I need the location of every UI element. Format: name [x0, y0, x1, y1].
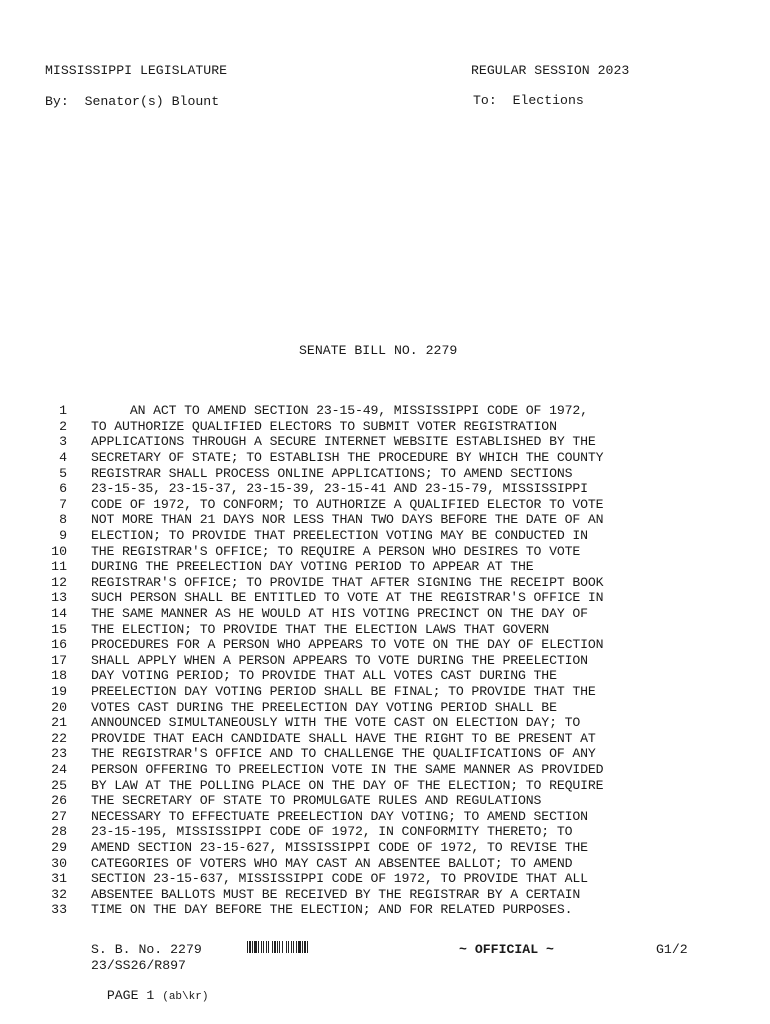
body-line	[48, 465, 603, 481]
body-line	[48, 497, 603, 513]
barcode-bar	[307, 941, 308, 953]
line-number: 12	[51, 574, 67, 590]
body-line	[48, 684, 603, 700]
body-line	[48, 730, 603, 746]
body-line	[48, 528, 603, 544]
line-text: THE REGISTRAR'S OFFICE AND TO CHALLENGE THE QUALIFICATIONS OF ANY	[91, 746, 596, 762]
line-text: PROVIDE THAT EACH CANDIDATE SHALL HAVE THE RIGHT TO BE PRESENT AT	[91, 730, 596, 746]
line-text: VOTES CAST DURING THE PREELECTION DAY VOTING PERIOD SHALL BE	[91, 699, 557, 715]
header-committee: To: Elections	[473, 93, 584, 108]
line-number: 22	[51, 730, 67, 746]
line-text: SECRETARY OF STATE; TO ESTABLISH THE PROCEDURE BY WHICH THE COUNTY	[91, 450, 604, 466]
line-text: TIME ON THE DAY BEFORE THE ELECTION; AND FOR RELATED PURPOSES.	[91, 902, 573, 918]
line-text: THE SECRETARY OF STATE TO PROMULGATE RULES AND REGULATIONS	[91, 793, 542, 809]
line-text: AMEND SECTION 23-15-627, MISSISSIPPI CODE OF 1972, TO REVISE THE	[91, 839, 588, 855]
line-number: 30	[51, 855, 67, 871]
line-text: CODE OF 1972, TO CONFORM; TO AUTHORIZE A QUALIFIED ELECTOR TO VOTE	[91, 496, 604, 512]
body-line	[48, 403, 603, 419]
body-line	[48, 886, 603, 902]
line-number: 4	[59, 450, 67, 466]
line-text: TO AUTHORIZE QUALIFIED ELECTORS TO SUBMIT VOTER REGISTRATION	[91, 418, 557, 434]
body-line	[48, 575, 603, 591]
body-line	[48, 481, 603, 497]
line-text: SHALL APPLY WHEN A PERSON APPEARS TO VOTE DURING THE PREELECTION	[91, 652, 588, 668]
line-number: 26	[51, 793, 67, 809]
line-number: 13	[51, 590, 67, 606]
line-text: REGISTRAR'S OFFICE; TO PROVIDE THAT AFTER SIGNING THE RECEIPT BOOK	[91, 574, 604, 590]
line-text: PREELECTION DAY VOTING PERIOD SHALL BE FINAL; TO PROVIDE THAT THE	[91, 683, 596, 699]
body-line	[48, 543, 603, 559]
body-line	[48, 606, 603, 622]
line-text: THE REGISTRAR'S OFFICE; TO REQUIRE A PERSON WHO DESIRES TO VOTE	[91, 543, 581, 559]
line-number: 20	[51, 699, 67, 715]
line-number: 10	[51, 543, 67, 559]
line-text: APPLICATIONS THROUGH A SECURE INTERNET WEBSITE ESTABLISHED BY THE	[91, 434, 596, 450]
body-line	[48, 871, 603, 887]
line-number: 18	[51, 668, 67, 684]
line-number: 9	[59, 528, 67, 544]
header-sponsor: By: Senator(s) Blount	[45, 94, 220, 109]
line-number: 8	[59, 512, 67, 528]
line-number: 16	[51, 637, 67, 653]
header-session: REGULAR SESSION 2023	[471, 63, 630, 78]
header-legislature: MISSISSIPPI LEGISLATURE	[45, 63, 228, 78]
line-text: NECESSARY TO EFFECTUATE PREELECTION DAY VOTING; TO AMEND SECTION	[91, 808, 588, 824]
line-number: 24	[51, 761, 67, 777]
line-text: ELECTION; TO PROVIDE THAT PREELECTION VOTING MAY BE CONDUCTED IN	[91, 528, 588, 544]
body-line	[48, 653, 603, 669]
line-number: 33	[51, 902, 67, 918]
footer-code: 23/SS26/R897	[91, 958, 186, 973]
line-number: 23	[51, 746, 67, 762]
body-line	[48, 637, 603, 653]
line-number: 7	[59, 496, 67, 512]
bill-title: SENATE BILL NO. 2279	[299, 343, 458, 358]
body-line	[48, 793, 603, 809]
line-text: AN ACT TO AMEND SECTION 23-15-49, MISSISSIPPI CODE OF 1972,	[91, 403, 588, 419]
footer-page-code: G1/2	[656, 942, 688, 957]
footer-initials: (ab\kr)	[162, 991, 209, 1003]
body-line	[48, 808, 603, 824]
body-line	[48, 746, 603, 762]
line-number: 15	[51, 621, 67, 637]
line-text: THE ELECTION; TO PROVIDE THAT THE ELECTION LAWS THAT GOVERN	[91, 621, 550, 637]
line-text: PERSON OFFERING TO PREELECTION VOTE IN THE SAME MANNER AS PROVIDED	[91, 761, 604, 777]
body-line	[48, 450, 603, 466]
line-number: 29	[51, 839, 67, 855]
line-number: 19	[51, 683, 67, 699]
footer-page	[91, 973, 208, 1005]
line-text: 23-15-35, 23-15-37, 23-15-39, 23-15-41 AND 23-15-79, MISSISSIPPI	[91, 481, 588, 497]
body-line	[48, 762, 603, 778]
line-text: SECTION 23-15-637, MISSISSIPPI CODE OF 1972, TO PROVIDE THAT ALL	[91, 871, 588, 887]
line-number: 28	[51, 824, 67, 840]
line-text: CATEGORIES OF VOTERS WHO MAY CAST AN ABSENTEE BALLOT; TO AMEND	[91, 855, 573, 871]
bill-body	[48, 403, 603, 918]
line-number: 3	[59, 434, 67, 450]
body-line	[48, 621, 603, 637]
body-line	[48, 699, 603, 715]
barcode	[247, 941, 357, 953]
line-number: 1	[59, 403, 67, 419]
line-number: 2	[59, 418, 67, 434]
line-number: 31	[51, 871, 67, 887]
official-label: ~ OFFICIAL ~	[459, 942, 554, 957]
body-line	[48, 668, 603, 684]
line-number: 14	[51, 606, 67, 622]
body-line	[48, 590, 603, 606]
body-line	[48, 824, 603, 840]
body-line	[48, 434, 603, 450]
body-line	[48, 855, 603, 871]
body-line	[48, 902, 603, 918]
line-number: 25	[51, 777, 67, 793]
line-text: DAY VOTING PERIOD; TO PROVIDE THAT ALL VOTES CAST DURING THE	[91, 668, 557, 684]
body-line	[48, 512, 603, 528]
footer-page-number: PAGE 1	[106, 988, 155, 1003]
line-text: PROCEDURES FOR A PERSON WHO APPEARS TO VOTE ON THE DAY OF ELECTION	[91, 637, 604, 653]
body-line	[48, 419, 603, 435]
body-line	[48, 559, 603, 575]
line-number: 11	[51, 559, 67, 575]
body-line	[48, 840, 603, 856]
line-number: 32	[51, 886, 67, 902]
line-number: 21	[51, 715, 67, 731]
line-text: DURING THE PREELECTION DAY VOTING PERIOD TO APPEAR AT THE	[91, 559, 534, 575]
footer-bill-number: S. B. No. 2279	[91, 942, 202, 957]
body-line	[48, 715, 603, 731]
line-text: 23-15-195, MISSISSIPPI CODE OF 1972, IN CONFORMITY THERETO; TO	[91, 824, 573, 840]
line-text: ABSENTEE BALLOTS MUST BE RECEIVED BY THE REGISTRAR BY A CERTAIN	[91, 886, 581, 902]
line-text: NOT MORE THAN 21 DAYS NOR LESS THAN TWO DAYS BEFORE THE DATE OF AN	[91, 512, 604, 528]
line-text: ANNOUNCED SIMULTANEOUSLY WITH THE VOTE CAST ON ELECTION DAY; TO	[91, 715, 581, 731]
line-text: BY LAW AT THE POLLING PLACE ON THE DAY OF THE ELECTION; TO REQUIRE	[91, 777, 604, 793]
line-text: THE SAME MANNER AS HE WOULD AT HIS VOTING PRECINCT ON THE DAY OF	[91, 606, 588, 622]
line-number: 6	[59, 481, 67, 497]
line-text: SUCH PERSON SHALL BE ENTITLED TO VOTE AT THE REGISTRAR'S OFFICE IN	[91, 590, 604, 606]
line-text: REGISTRAR SHALL PROCESS ONLINE APPLICATIONS; TO AMEND SECTIONS	[91, 465, 573, 481]
line-number: 17	[51, 652, 67, 668]
line-number: 5	[59, 465, 67, 481]
line-number: 27	[51, 808, 67, 824]
body-line	[48, 777, 603, 793]
